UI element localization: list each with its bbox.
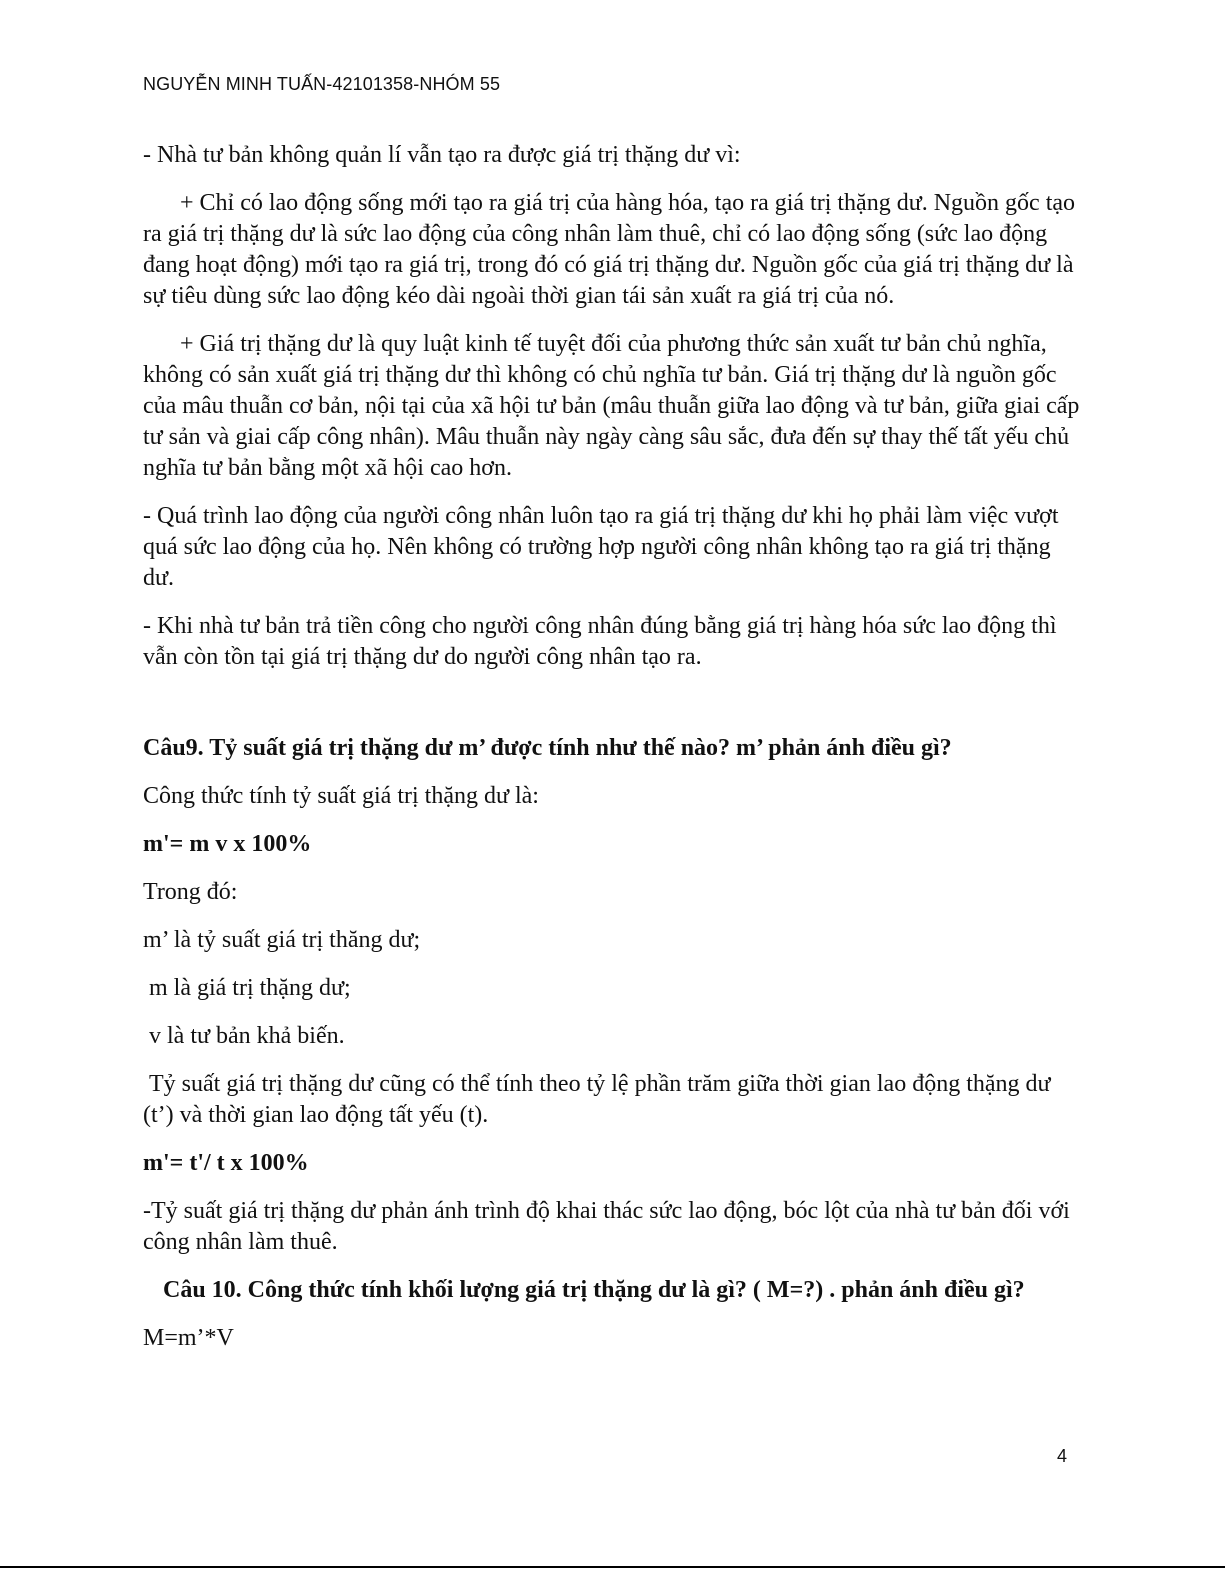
paragraph-labor-process: - Quá trình lao động của người công nhân luôn tạo ra giá trị thặng dư khi họ phải làm việc vượt quá sức lao động của họ. Nên không có trường hợp người công nhân không tạo ra giá trị thặng dư. (143, 503, 1059, 591)
question-9-heading: Câu9. Tỷ suất giá trị thặng dư m’ được tính như thế nào? m’ phản ánh điều gì? (143, 735, 952, 761)
formula-surplus-mass: M=m’*V (143, 1325, 234, 1351)
page-header: NGUYỄN MINH TUẤN-42101358-NHÓM 55 (143, 74, 501, 94)
where-label: Trong đó: (143, 879, 238, 905)
paragraph-reason-2: + Giá trị thặng dư là quy luật kinh tế tuyệt đối của phương thức sản xuất tư bản chủ nghĩa, không có sản xuất giá trị thặng dư thì không có chủ nghĩa tư bản. Giá trị thặng dư là nguồn gốc của mâu thuẫn cơ bản, nội tại của xã hội tư bản (mâu thuẫn giữa lao động và tư bản, giữa giai cấp tư sản và giai cấp công nhân). Mâu thuẫn này ngày càng sâu sắc, đưa đến sự thay thế tất yếu chủ nghĩa tư bản bằng một xã hội cao hơn. (143, 331, 1080, 481)
question-9-intro: Công thức tính tỷ suất giá trị thặng dư là: (143, 783, 539, 809)
page-number: 4 (1057, 1446, 1068, 1466)
paragraph-wages: - Khi nhà tư bản trả tiền công cho người công nhân đúng bằng giá trị hàng hóa sức lao động thì vẫn còn tồn tại giá trị thặng dư do người công nhân tạo ra. (143, 613, 1057, 670)
formula-surplus-rate: m'= m v x 100% (143, 831, 312, 857)
document-body (143, 140, 1083, 1371)
paragraph-intro: - Nhà tư bản không quản lí vẫn tạo ra được giá trị thặng dư vì: (143, 142, 741, 168)
page-bottom-border (0, 1566, 1225, 1568)
paragraph-reason-1: + Chỉ có lao động sống mới tạo ra giá trị của hàng hóa, tạo ra giá trị thặng dư. Nguồn gốc tạo ra giá trị thặng dư là sức lao động của công nhân làm thuê, chỉ có lao động sống (sức lao động đang hoạt động) mới tạo ra giá trị, trong đó có giá trị thặng dư. Nguồn gốc của giá trị thặng dư là sự tiêu dùng sức lao động kéo dài ngoài thời gian tái sản xuất ra giá trị của nó. (143, 190, 1076, 309)
question-9-meaning: -Tỷ suất giá trị thặng dư phản ánh trình độ khai thác sức lao động, bóc lột của nhà tư bản đối với công nhân làm thuê. (143, 1198, 1070, 1255)
definition-m-prime: m’ là tỷ suất giá trị thăng dư; (143, 927, 421, 953)
question-10-heading: Câu 10. Công thức tính khối lượng giá trị thặng dư là gì? ( M=?) . phản ánh điều gì? (163, 1277, 1025, 1303)
definition-v: v là tư bản khả biến. (149, 1023, 345, 1049)
formula-time-ratio: m'= t'/ t x 100% (143, 1150, 309, 1176)
definition-m: m là giá trị thặng dư; (149, 975, 351, 1001)
alternative-formula-text: Tỷ suất giá trị thặng dư cũng có thể tính theo tỷ lệ phần trăm giữa thời gian lao động thặng dư (t’) và thời gian lao động tất yếu (t). (143, 1071, 1051, 1128)
